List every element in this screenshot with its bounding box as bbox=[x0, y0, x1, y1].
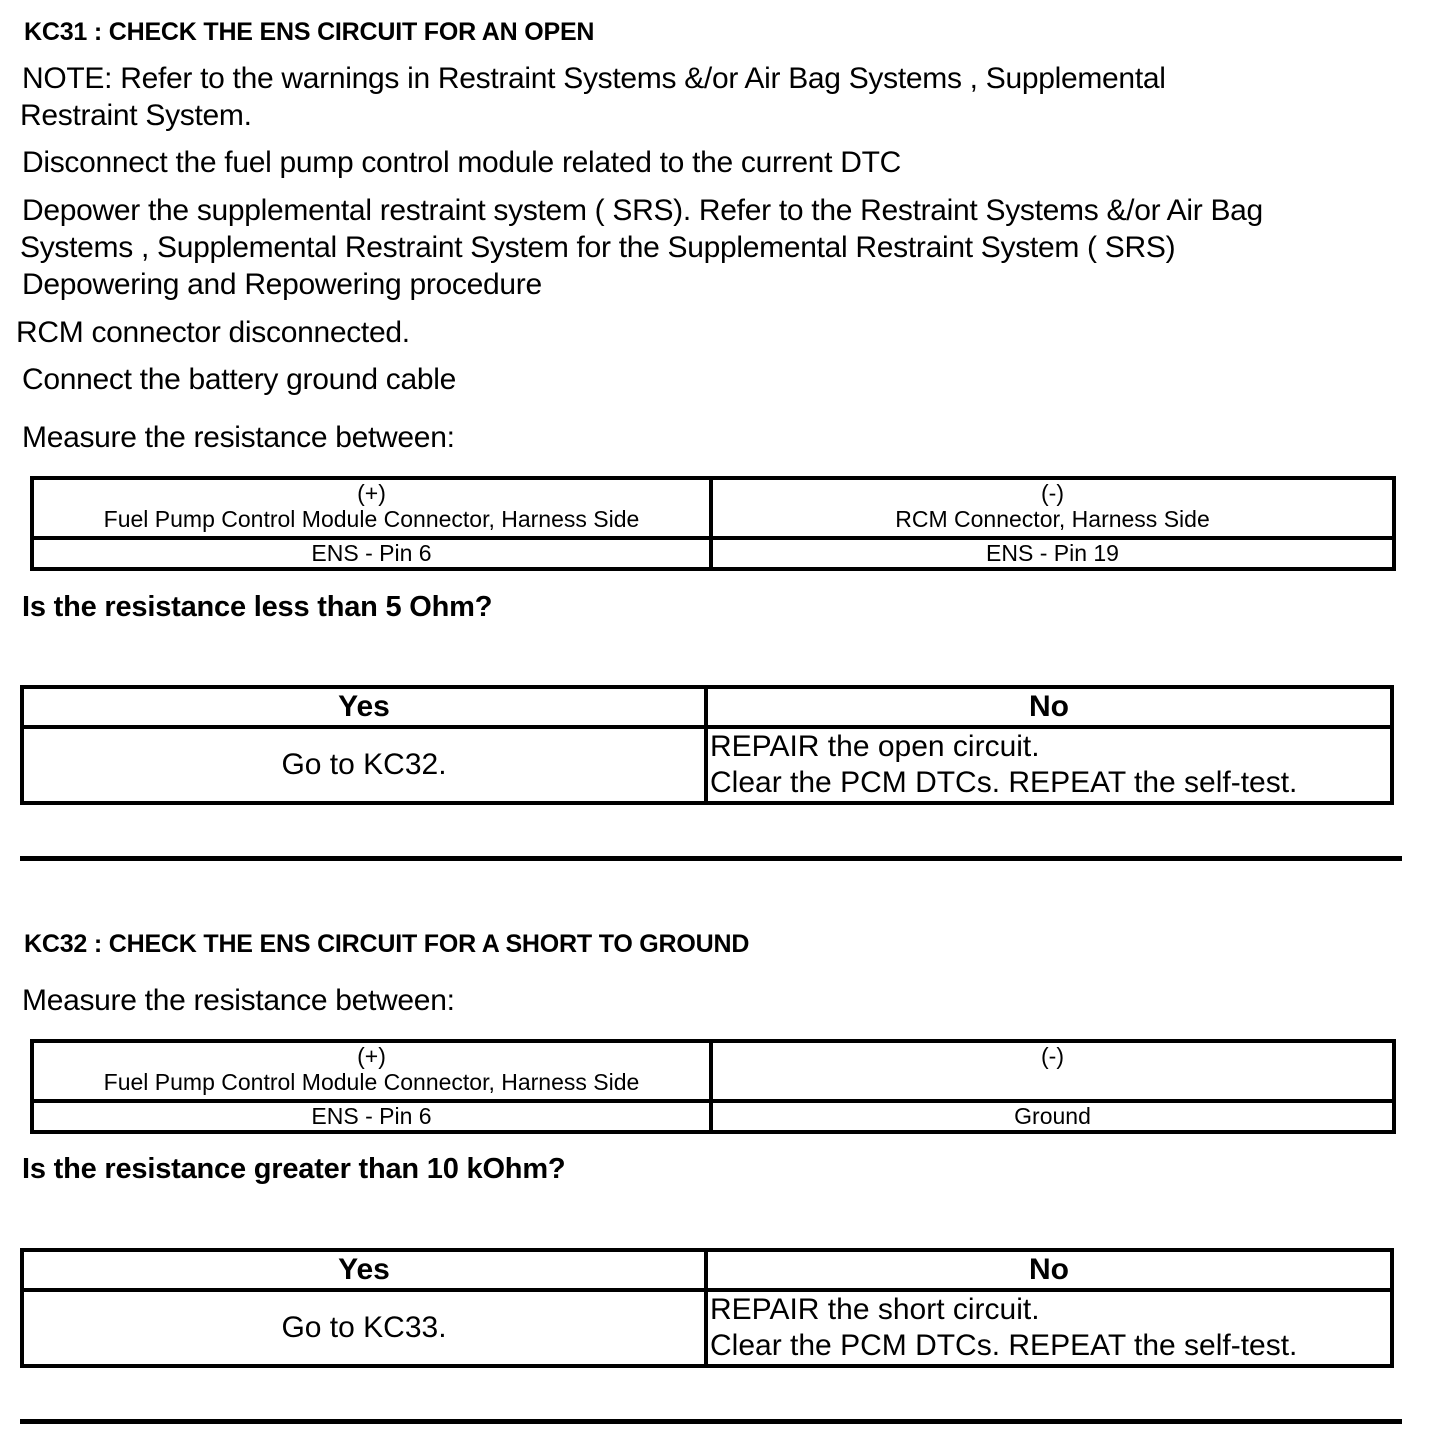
no-action-line-1: REPAIR the open circuit. bbox=[710, 730, 1040, 763]
kc32-question: Is the resistance greater than 10 kOhm? bbox=[22, 1153, 566, 1185]
plus-connector-label: Fuel Pump Control Module Connector, Harness Side bbox=[103, 1069, 640, 1095]
section-divider bbox=[20, 1419, 1402, 1424]
no-action-line-1: REPAIR the short circuit. bbox=[710, 1293, 1040, 1326]
kc31-measurement-table bbox=[30, 476, 1396, 571]
no-action bbox=[706, 1290, 1392, 1366]
yes-action[interactable]: Go to KC32. bbox=[22, 727, 706, 803]
no-action bbox=[706, 727, 1392, 803]
measure-instruction: Measure the resistance between: bbox=[22, 421, 455, 454]
minus-sign: (-) bbox=[1041, 1043, 1064, 1069]
note-line-1: NOTE: Refer to the warnings in Restraint Systems &/or Air Bag Systems , Supplemental bbox=[22, 62, 1166, 95]
kc32-result-table bbox=[20, 1248, 1394, 1368]
rcm-disconnected-instruction: RCM connector disconnected. bbox=[16, 316, 410, 349]
result-header-row bbox=[22, 687, 1392, 727]
section-divider bbox=[20, 856, 1402, 861]
yes-action[interactable]: Go to KC33. bbox=[22, 1290, 706, 1366]
plus-connector-label: Fuel Pump Control Module Connector, Harness Side bbox=[103, 506, 640, 532]
depower-line-3: Depowering and Repowering procedure bbox=[22, 268, 542, 301]
no-header: No bbox=[706, 1250, 1392, 1290]
measurement-value-row bbox=[32, 1101, 1394, 1132]
measure-instruction: Measure the resistance between: bbox=[22, 984, 455, 1017]
yes-header: Yes bbox=[22, 1250, 706, 1290]
plus-sign: (+) bbox=[357, 1043, 386, 1069]
no-action-line-2: Clear the PCM DTCs. REPEAT the self-test. bbox=[710, 766, 1298, 799]
step-kc31-title: KC31 : CHECK THE ENS CIRCUIT FOR AN OPEN bbox=[24, 18, 595, 46]
no-action-line-2: Clear the PCM DTCs. REPEAT the self-test. bbox=[710, 1329, 1298, 1362]
minus-probe-header bbox=[711, 1041, 1394, 1101]
disconnect-instruction: Disconnect the fuel pump control module related to the current DTC bbox=[22, 146, 901, 179]
minus-connector-label: RCM Connector, Harness Side bbox=[895, 506, 1210, 532]
plus-pin-value: ENS - Pin 6 bbox=[32, 538, 711, 569]
depower-line-1: Depower the supplemental restraint system ( SRS). Refer to the Restraint Systems &/or Air Bag bbox=[22, 194, 1263, 227]
plus-probe-header bbox=[32, 1041, 711, 1101]
plus-pin-value: ENS - Pin 6 bbox=[32, 1101, 711, 1132]
minus-pin-value: Ground bbox=[711, 1101, 1394, 1132]
yes-header: Yes bbox=[22, 687, 706, 727]
plus-sign: (+) bbox=[357, 480, 386, 506]
no-header: No bbox=[706, 687, 1392, 727]
result-header-row bbox=[22, 1250, 1392, 1290]
kc32-measurement-table bbox=[30, 1039, 1396, 1134]
measurement-value-row bbox=[32, 538, 1394, 569]
connect-ground-instruction: Connect the battery ground cable bbox=[22, 363, 457, 396]
minus-sign: (-) bbox=[1041, 480, 1064, 506]
minus-pin-value: ENS - Pin 19 bbox=[711, 538, 1394, 569]
kc31-result-table bbox=[20, 685, 1394, 805]
plus-probe-header bbox=[32, 478, 711, 538]
note-line-2: Restraint System. bbox=[20, 99, 252, 132]
depower-line-2: Systems , Supplemental Restraint System for the Supplemental Restraint System ( SRS) bbox=[20, 231, 1176, 264]
result-action-row bbox=[22, 1290, 1392, 1366]
measurement-header-row bbox=[32, 478, 1394, 538]
step-kc32-title: KC32 : CHECK THE ENS CIRCUIT FOR A SHORT TO GROUND bbox=[24, 930, 750, 958]
result-action-row bbox=[22, 727, 1392, 803]
measurement-header-row bbox=[32, 1041, 1394, 1101]
minus-probe-header bbox=[711, 478, 1394, 538]
kc31-question: Is the resistance less than 5 Ohm? bbox=[22, 591, 493, 623]
